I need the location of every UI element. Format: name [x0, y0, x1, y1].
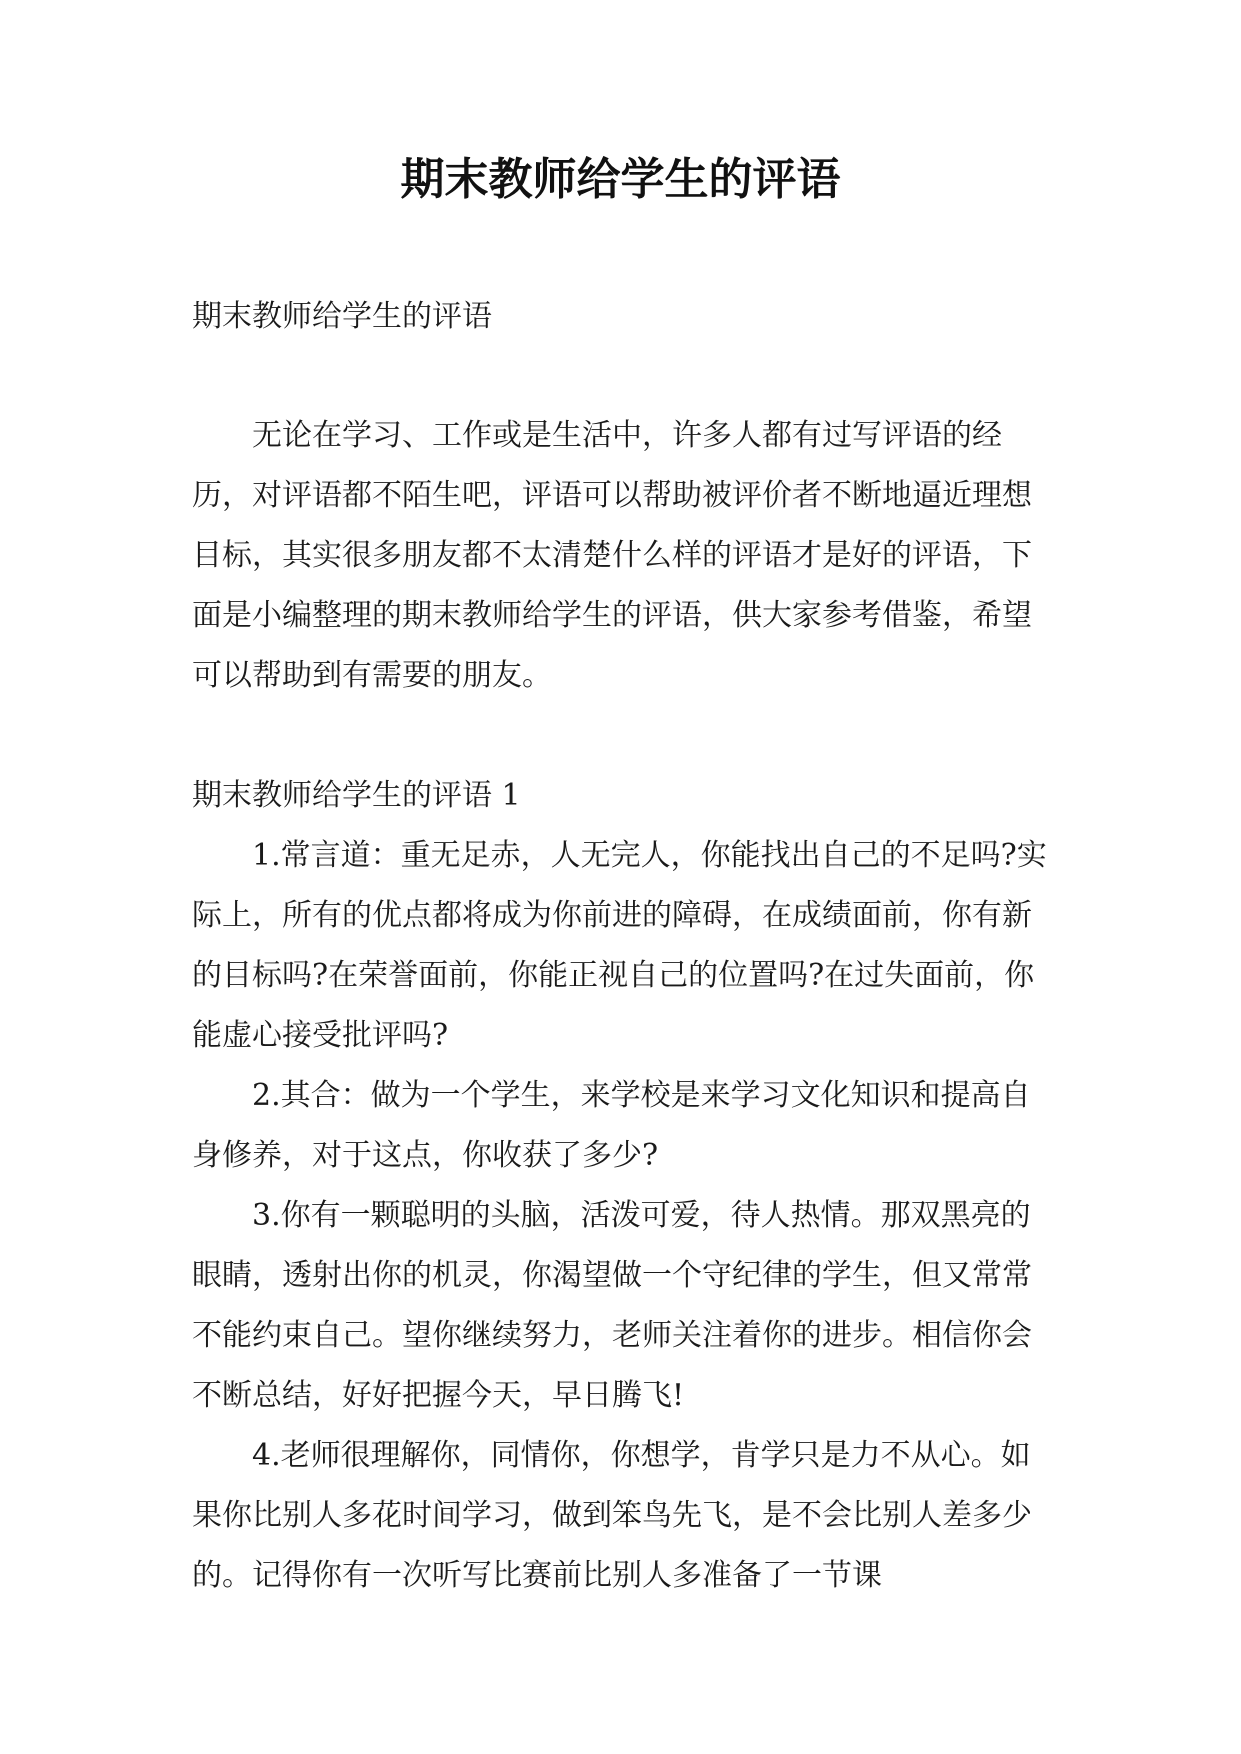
- comment-list: [192, 826, 1054, 1606]
- document-title: 期末教师给学生的评语: [400, 154, 841, 205]
- comment-item-4: 4.老师很理解你，同情你，你想学，肯学只是力不从心。如果你比别人多花时间学习，做到笨鸟先飞，是不会比别人差多少的。记得你有一次听写比赛前比别人多准备了一节课: [192, 1438, 1032, 1593]
- section-heading: 期末教师给学生的评语 1: [192, 778, 521, 813]
- comment-item-1: 1.常言道：重无足赤，人无完人，你能找出自己的不足吗?实际上，所有的优点都将成为你前进的障碍，在成绩面前，你有新的目标吗?在荣誉面前，你能正视自己的位置吗?在过失面前，你能虚心接受批评吗?: [192, 838, 1047, 1053]
- comment-item-2: 2.其合：做为一个学生，来学校是来学习文化知识和提高自身修养，对于这点，你收获了多少?: [192, 1078, 1031, 1173]
- document-subtitle: 期末教师给学生的评语: [192, 299, 492, 334]
- intro-paragraph: 无论在学习、工作或是生活中，许多人都有过写评语的经历，对评语都不陌生吧，评语可以帮助被评价者不断地逼近理想目标，其实很多朋友都不太清楚什么样的评语才是好的评语，下面是小编整理的期末教师给学生的评语，供大家参考借鉴，希望可以帮助到有需要的朋友。: [192, 418, 1032, 693]
- comment-item-3: 3.你有一颗聪明的头脑，活泼可爱，待人热情。那双黑亮的眼睛，透射出你的机灵，你渴望做一个守纪律的学生，但又常常不能约束自己。望你继续努力，老师关注着你的进步。相信你会不断总结，好好把握今天，早日腾飞!: [192, 1198, 1032, 1413]
